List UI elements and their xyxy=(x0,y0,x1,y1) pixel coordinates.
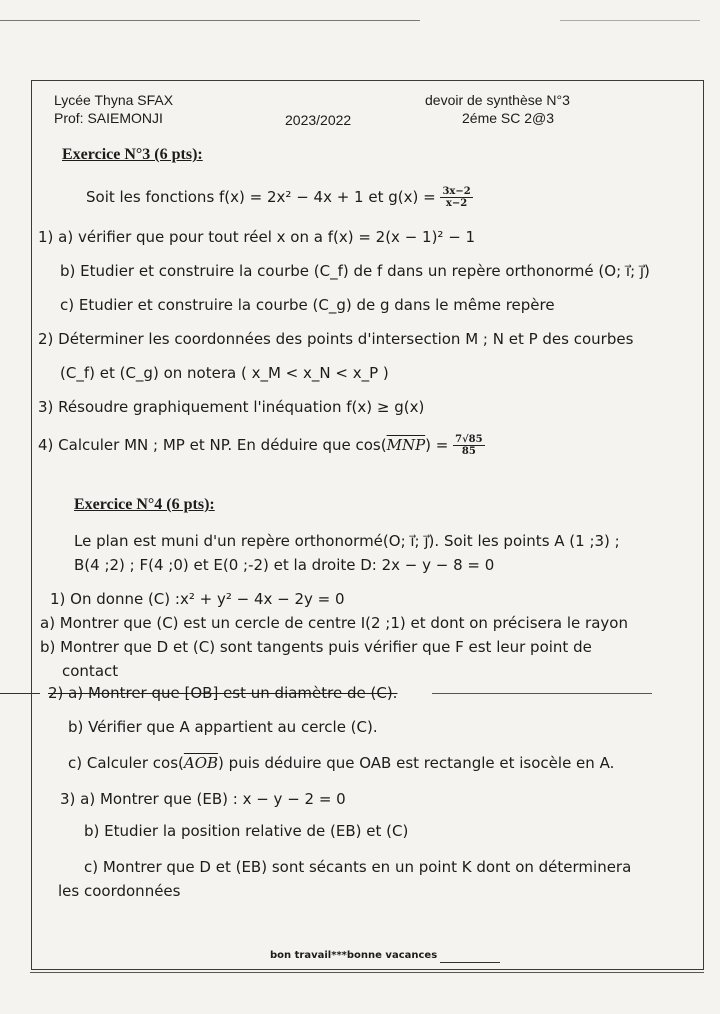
cos-numerator: 7√85 xyxy=(455,434,483,445)
ex4-q3c: c) Montrer que D et (EB) sont sécants en un point K dont on déterminera xyxy=(84,858,632,876)
ex4-intro-1: Le plan est muni d'un repère orthonormé(O; ı⃗; ȷ⃗). Soit les points A (1 ;3) ; xyxy=(74,532,620,550)
ex3-q1b: b) Etudier et construire la courbe (C_f) de f dans un repère orthonormé (O; ı⃗; ȷ⃗) xyxy=(60,262,650,280)
exam-title: devoir de synthèse N°3 xyxy=(425,92,570,108)
teacher-name: Prof: SAIEMONJI xyxy=(54,110,163,126)
ex4-q3c-cont: les coordonnées xyxy=(58,882,181,900)
ex3-q1c: c) Etudier et construire la courbe (C_g) de g dans le même repère xyxy=(60,296,555,314)
exercise-4-title: Exercice N°4 (6 pts): xyxy=(74,496,215,513)
cos-fraction xyxy=(453,434,484,457)
ex4-q2c-text-b: ) puis déduire que OAB est rectangle et isocèle en A. xyxy=(218,754,615,772)
exercise-3-title: Exercice N°3 (6 pts): xyxy=(62,146,203,163)
cos-denominator: 85 xyxy=(461,446,476,457)
ex3-q4-text: 4) Calculer MN ; MP et NP. En déduire que cos( xyxy=(38,436,387,454)
ex4-q1b-cont: contact xyxy=(62,662,119,680)
ex4-q1a: a) Montrer que (C) est un cercle de centre I(2 ;1) et dont on précisera le rayon xyxy=(40,614,628,632)
footer-underline xyxy=(440,962,500,963)
g-fraction xyxy=(440,186,472,209)
ex3-q4-eq: ) = xyxy=(425,436,454,454)
ex4-intro-2: B(4 ;2) ; F(4 ;0) et E(0 ;-2) et la droite D: 2x − y − 8 = 0 xyxy=(74,556,495,574)
aob-angle: $\overline{AOB}$ xyxy=(183,754,219,772)
g-numerator: 3x−2 xyxy=(442,186,471,197)
scan-line-right xyxy=(432,693,652,694)
school-name: Lycée Thyna SFAX xyxy=(54,92,174,108)
top-scan-line-right xyxy=(560,20,700,21)
class-name: 2éme SC 2@3 xyxy=(462,110,555,126)
top-scan-line xyxy=(0,20,420,21)
ex3-intro-text: Soit les fonctions f(x) = 2x² − 4x + 1 et g(x) = xyxy=(86,188,441,206)
ex3-q1a: 1) a) vérifier que pour tout réel x on a f(x) = 2(x − 1)² − 1 xyxy=(38,228,476,246)
ex4-q1b: b) Montrer que D et (C) sont tangents puis vérifier que F est leur point de xyxy=(40,638,592,656)
ex4-q2c-text-a: c) Calculer cos( xyxy=(68,754,184,772)
ex4-q3a: 3) a) Montrer que (EB) : x − y − 2 = 0 xyxy=(60,790,346,808)
ex4-q1: 1) On donne (C) :x² + y² − 4x − 2y = 0 xyxy=(50,590,345,608)
ex4-q2a: 2) a) Montrer que [OB] est un diamètre de (C). xyxy=(48,684,398,702)
scan-line-left xyxy=(0,693,40,694)
ex4-q3b: b) Etudier la position relative de (EB) et (C) xyxy=(84,822,409,840)
ex4-q2c xyxy=(68,754,614,772)
school-year: 2023/2022 xyxy=(285,112,352,128)
footer-note: bon travail***bonne vacances xyxy=(270,950,438,961)
ex3-intro xyxy=(86,186,473,209)
bottom-scan-line xyxy=(30,972,704,973)
ex3-q2b: (C_f) et (C_g) on notera ( x_M < x_N < x_P ) xyxy=(60,364,389,382)
ex3-q2: 2) Déterminer les coordonnées des points d'intersection M ; N et P des courbes xyxy=(38,330,634,348)
ex3-q4 xyxy=(38,434,485,457)
ex3-q3: 3) Résoudre graphiquement l'inéquation f(x) ≥ g(x) xyxy=(38,398,425,416)
g-denominator: x−2 xyxy=(445,198,468,209)
mnp-angle: $\overline{MNP}$ xyxy=(386,436,426,454)
ex4-q2b: b) Vérifier que A appartient au cercle (C). xyxy=(68,718,378,736)
